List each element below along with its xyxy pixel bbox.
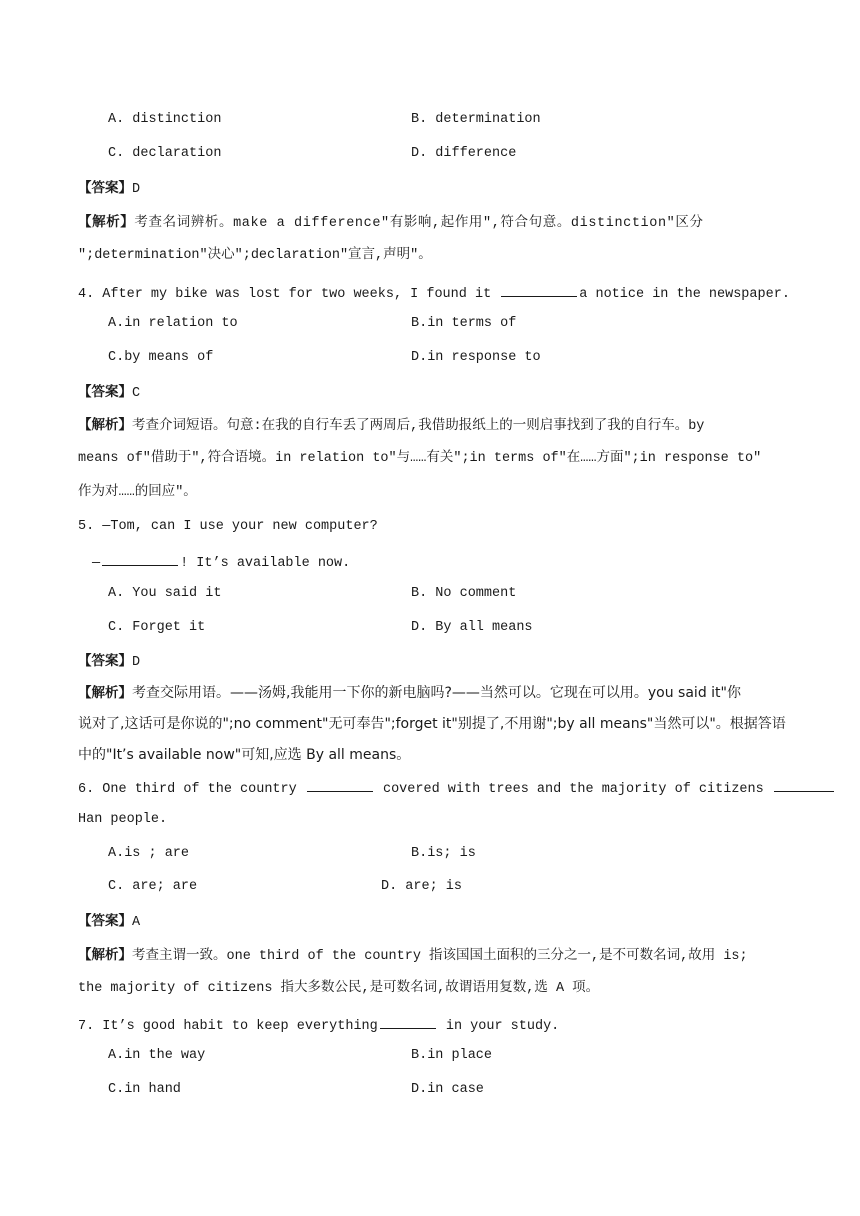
option-d: D. By all means — [411, 620, 533, 635]
answer-blank — [307, 777, 373, 792]
option-a: A. You said it — [108, 586, 222, 601]
analysis-line: 【解析】考查介词短语。句意:在我的自行车丢了两周后,我借助报纸上的一则启事找到了我的自行车。by — [78, 417, 705, 434]
option-a: A.is ; are — [108, 846, 190, 861]
analysis-line: 【解析】考查交际用语。——汤姆,我能用一下你的新电脑吗?——当然可以。它现在可以用。you said it"你 — [78, 685, 741, 701]
analysis-label: 【解析】 — [78, 685, 132, 701]
answer-label: 【答案】 — [78, 384, 132, 400]
question-stem: 4. After my bike was lost for two weeks, I found it a notice in the newspaper. — [78, 282, 790, 304]
option-c: C.by means of — [108, 350, 214, 365]
answer-value: A — [132, 915, 141, 930]
option-a: A.in relation to — [108, 316, 238, 331]
option-a: A.in the way — [108, 1048, 206, 1063]
analysis-line: the majority of citizens 指大多数公民,是可数名词,故谓语用复数,选 A 项。 — [78, 981, 600, 996]
option-d: D.in response to — [411, 350, 541, 365]
question-stem: 6. One third of the country covered with trees and the majority of citizens — [78, 777, 836, 799]
answer-line — [78, 179, 140, 199]
analysis-line: 【解析】考查名词辨析。make a difference"有影响,起作用",符合句意。distinction"区分 — [78, 214, 704, 231]
answer-blank — [501, 282, 577, 297]
answer-value: D — [132, 655, 141, 670]
answer-blank — [102, 551, 178, 566]
option-b: B. No comment — [411, 586, 517, 601]
answer-label: 【答案】 — [78, 913, 132, 929]
answer-label: 【答案】 — [78, 180, 132, 196]
analysis-label: 【解析】 — [78, 417, 132, 433]
option-c: C.in hand — [108, 1082, 181, 1097]
option-b: B.is; is — [411, 846, 476, 861]
answer-line — [78, 652, 140, 672]
option-d: D. are; is — [381, 879, 463, 894]
answer-value: C — [132, 386, 141, 401]
analysis-line: ";determination"决心";declaration"宣言,声明"。 — [78, 248, 432, 263]
analysis-line: 说对了,这话可是你说的";no comment"无可奉告";forget it"别提了,不用谢";by all means"当然可以"。根据答语 — [78, 716, 786, 732]
analysis-line: 作为对……的回应"。 — [78, 485, 197, 500]
answer-label: 【答案】 — [78, 653, 132, 669]
option-b: B. determination — [411, 112, 541, 127]
option-b: B.in place — [411, 1048, 493, 1063]
analysis-label: 【解析】 — [78, 947, 132, 963]
answer-line — [78, 912, 140, 932]
answer-line — [78, 383, 140, 403]
question-stem: — ! It’s available now. — [92, 551, 350, 573]
option-d: D.in case — [411, 1082, 484, 1097]
question-stem: 5. —Tom, can I use your new computer? — [78, 519, 378, 534]
option-a: A. distinction — [108, 112, 222, 127]
option-c: C. Forget it — [108, 620, 206, 635]
question-stem: Han people. — [78, 812, 168, 827]
question-stem: 7. It’s good habit to keep everything in your study. — [78, 1014, 559, 1036]
option-c: C. are; are — [108, 879, 198, 894]
option-b: B.in terms of — [411, 316, 517, 331]
option-d: D. difference — [411, 146, 517, 161]
answer-blank — [380, 1014, 436, 1029]
answer-value: D — [132, 182, 141, 197]
analysis-line: 【解析】考查主谓一致。one third of the country 指该国国土面积的三分之一,是不可数名词,故用 is; — [78, 947, 748, 964]
answer-blank — [774, 777, 834, 792]
analysis-line: means of"借助于",符合语境。in relation to"与……有关";in terms of"在……方面";in response to" — [78, 451, 762, 466]
analysis-label: 【解析】 — [78, 214, 135, 230]
option-c: C. declaration — [108, 146, 222, 161]
analysis-line: 中的"It’s available now"可知,应选 By all means。 — [78, 747, 411, 763]
